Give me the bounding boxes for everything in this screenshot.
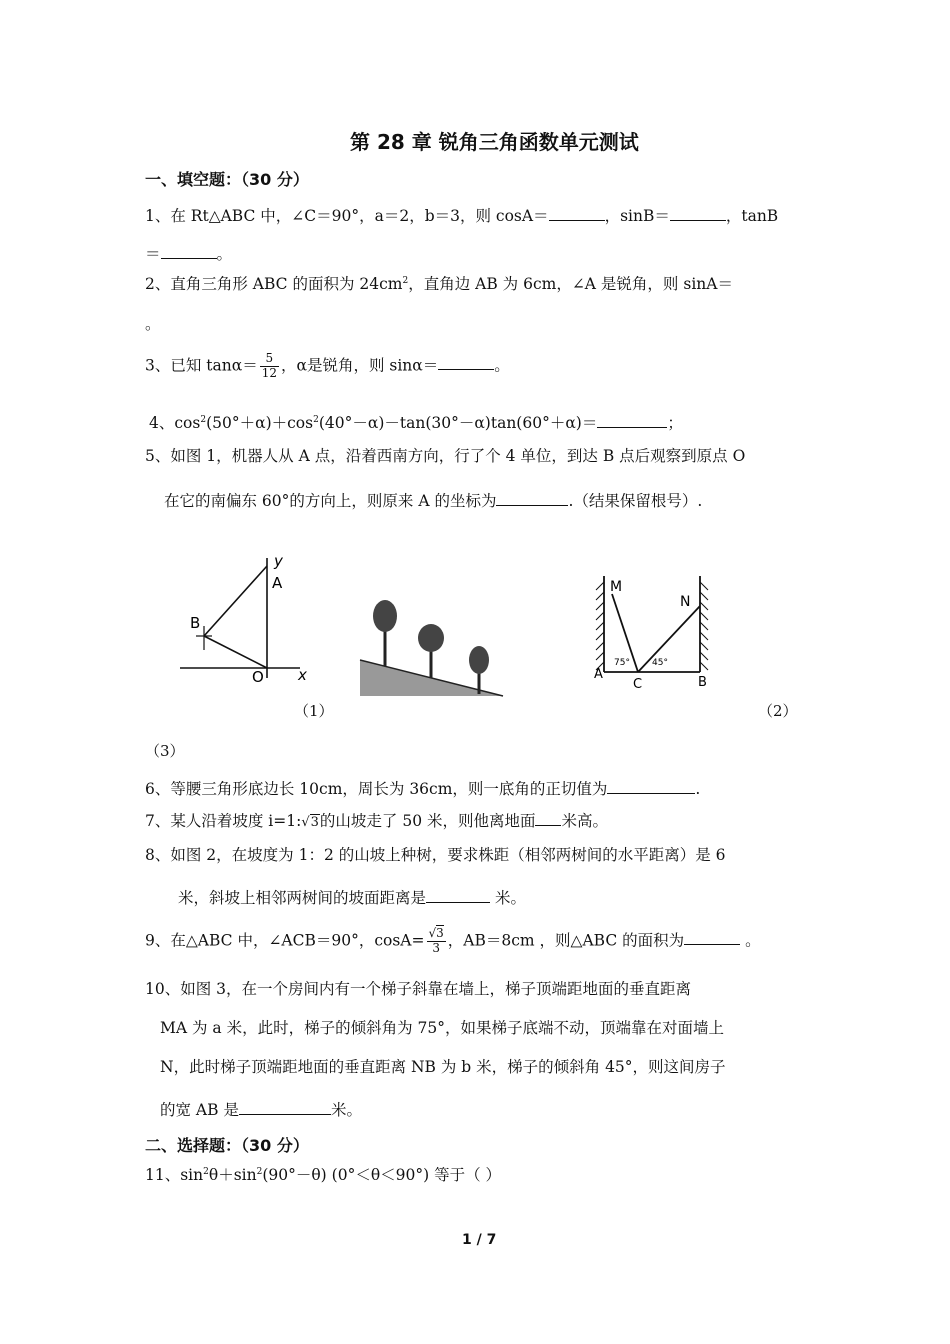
q8-blank[interactable]	[426, 886, 490, 903]
question-2-line-2	[145, 317, 161, 333]
q1-text-e: 。	[216, 245, 233, 263]
q5-text-c: .（结果保留根号）.	[568, 492, 703, 510]
label-y: y	[274, 552, 283, 570]
question-9	[145, 927, 761, 956]
question-8-line-2	[178, 886, 526, 907]
q9-frac-den: 3	[432, 940, 440, 955]
q7-text-a: 7、某人沿着坡度 i=1:	[145, 812, 302, 830]
q9-text-b: ，AB＝8cm ，则△ABC 的面积为	[447, 931, 685, 950]
label-a: A	[272, 574, 283, 592]
q9-frac-num: 3	[436, 926, 444, 940]
q6-text-a: 6、等腰三角形底边长 10cm，周长为 36cm，则一底角的正切值为	[145, 780, 608, 798]
angle-45: 45°	[652, 658, 668, 668]
label-a-room: A	[594, 667, 603, 682]
q3-fraction	[260, 352, 279, 381]
question-8	[145, 848, 726, 864]
q11-text-b: θ＋sin	[208, 1166, 257, 1184]
question-7	[145, 809, 608, 830]
q9-blank[interactable]	[684, 928, 740, 945]
q11-text-c: (90°－θ) (0°＜θ＜90°) 等于（ ）	[262, 1166, 502, 1184]
q10-text-a: 的宽 AB 是	[160, 1101, 239, 1119]
tree-3	[469, 646, 489, 694]
q11-sup-1: 2	[203, 1167, 209, 1177]
q8-text-b: 米，斜坡上相邻两树间的坡面距离是	[178, 889, 427, 907]
page-number: 1 / 7	[462, 1232, 497, 1248]
q1-blank-2[interactable]	[670, 204, 726, 221]
tree-2	[418, 624, 444, 678]
q2-text-b: ，直角边 AB 为 6cm，∠A 是锐角，则 sinA＝	[408, 275, 733, 293]
figure-3-ladder-room	[590, 568, 720, 688]
q4-sup-2: 2	[313, 415, 319, 425]
figure-3-caption: （2）	[758, 702, 798, 720]
q3-text-a: 3、已知 tanα＝	[145, 356, 258, 375]
question-10-line-4	[160, 1098, 362, 1119]
q9-frac-num-wrap: √3	[428, 926, 444, 940]
q3-frac-den: 12	[261, 365, 277, 380]
q10-line-1: 10、如图 3，在一个房间内有一个梯子斜靠在墙上，梯子顶端距地面的垂直距离	[145, 980, 692, 998]
left-wall-hatch	[596, 582, 604, 670]
q5-text-b: 在它的南偏东 60°的方向上，则原来 A 的坐标为	[164, 492, 497, 510]
segment-ab	[204, 566, 267, 636]
q3-frac-num: 5	[260, 352, 279, 367]
q9-text-c: 。	[740, 931, 761, 950]
q10-blank[interactable]	[239, 1098, 331, 1115]
question-11	[145, 1168, 501, 1184]
q4-text-a: 4、cos	[149, 414, 201, 432]
q2-sup: 2	[402, 276, 409, 286]
q9-text-a: 9、在△ABC 中，∠ACB＝90°，cosA=	[145, 931, 425, 950]
q4-text-d: ；	[667, 414, 683, 432]
q1-text-b: ，sinB＝	[604, 207, 670, 225]
figure-2-slope-trees	[355, 598, 505, 702]
figure-1-coordinate-diagram	[180, 548, 340, 688]
label-b-room: B	[698, 675, 707, 688]
q9-fraction	[427, 927, 446, 956]
q7-blank[interactable]	[535, 809, 561, 826]
q10-line-2: MA 为 a 米，此时，梯子的倾斜角为 75°，如果梯子底端不动，顶端靠在对面墙上	[160, 1019, 724, 1037]
question-1-line-2	[145, 242, 232, 263]
question-1	[145, 204, 778, 225]
q7-text-c: 米高。	[561, 812, 608, 830]
q6-text-b: .	[695, 780, 701, 798]
question-5	[145, 449, 745, 465]
tree-1	[373, 600, 397, 666]
q1-blank-3[interactable]	[161, 242, 217, 259]
q8-text-c: 米。	[490, 889, 526, 907]
q4-text-c: (40°－α)－tan(30°－α)tan(60°＋α)＝	[318, 414, 598, 432]
q3-text-c: 。	[494, 356, 510, 375]
q10-line-3: N，此时梯子顶端距地面的垂直距离 NB 为 b 米，梯子的倾斜角 45°，则这间房子	[160, 1058, 726, 1076]
angle-75: 75°	[614, 658, 630, 668]
q7-radicand: 3	[310, 815, 319, 830]
question-4	[149, 411, 683, 432]
figure-2-caption: （3）	[145, 742, 185, 760]
label-n: N	[680, 594, 691, 610]
label-m: M	[610, 579, 623, 595]
question-3	[145, 352, 510, 381]
q1-blank-1[interactable]	[549, 204, 605, 221]
right-wall-hatch	[700, 582, 708, 670]
q2-text-c: 。	[145, 315, 161, 333]
q10-text-b: 米。	[330, 1101, 362, 1119]
q2-text-a: 2、直角三角形 ABC 的面积为 24cm	[145, 275, 403, 293]
label-o: O	[252, 668, 264, 686]
q11-sup-2: 2	[256, 1167, 263, 1177]
q4-text-b: (50°＋α)＋cos	[206, 414, 314, 432]
q3-text-b: ，α是锐角，则 sinα＝	[281, 356, 439, 375]
q6-blank[interactable]	[607, 777, 695, 794]
q7-text-b: 的山坡走了 50 米，则他离地面	[319, 812, 536, 830]
q5-blank[interactable]	[496, 489, 568, 506]
section-heading-choice: 二、选择题：（30 分）	[145, 1136, 309, 1155]
q1-text-a: 1、在 Rt△ABC 中，∠C＝90°，a＝2，b＝3，则 cosA＝	[145, 207, 549, 225]
segment-bo	[204, 636, 267, 668]
question-6	[145, 777, 700, 798]
question-5-line-2	[164, 489, 702, 510]
page-title: 第 28 章 锐角三角函数单元测试	[350, 130, 639, 154]
question-10-line-2	[160, 1021, 724, 1037]
figure-1-caption: （1）	[294, 702, 334, 720]
label-x: x	[298, 666, 307, 684]
q3-blank[interactable]	[438, 353, 494, 370]
q1-text-c: ，tanB	[725, 207, 779, 225]
q5-text-a: 5、如图 1，机器人从 A 点，沿着西南方向，行了个 4 单位，到达 B 点后观察到原点 O	[145, 447, 746, 465]
q4-blank[interactable]	[597, 411, 667, 428]
question-10-line-3	[160, 1060, 726, 1076]
ladder-cn	[638, 606, 700, 672]
q7-sqrt: √3	[301, 815, 319, 830]
question-10	[145, 982, 691, 998]
q8-text-a: 8、如图 2，在坡度为 1：2 的山坡上种树，要求株距（相邻两树间的水平距离）是 6	[145, 846, 726, 864]
question-2	[145, 277, 733, 293]
section-heading-fill-in: 一、填空题：（30 分）	[145, 170, 309, 189]
label-c: C	[633, 677, 643, 688]
q4-sup-1: 2	[200, 415, 207, 425]
q11-text-a: 11、sin	[145, 1166, 204, 1184]
label-b: B	[190, 614, 201, 632]
q1-text-d: ＝	[145, 245, 161, 263]
